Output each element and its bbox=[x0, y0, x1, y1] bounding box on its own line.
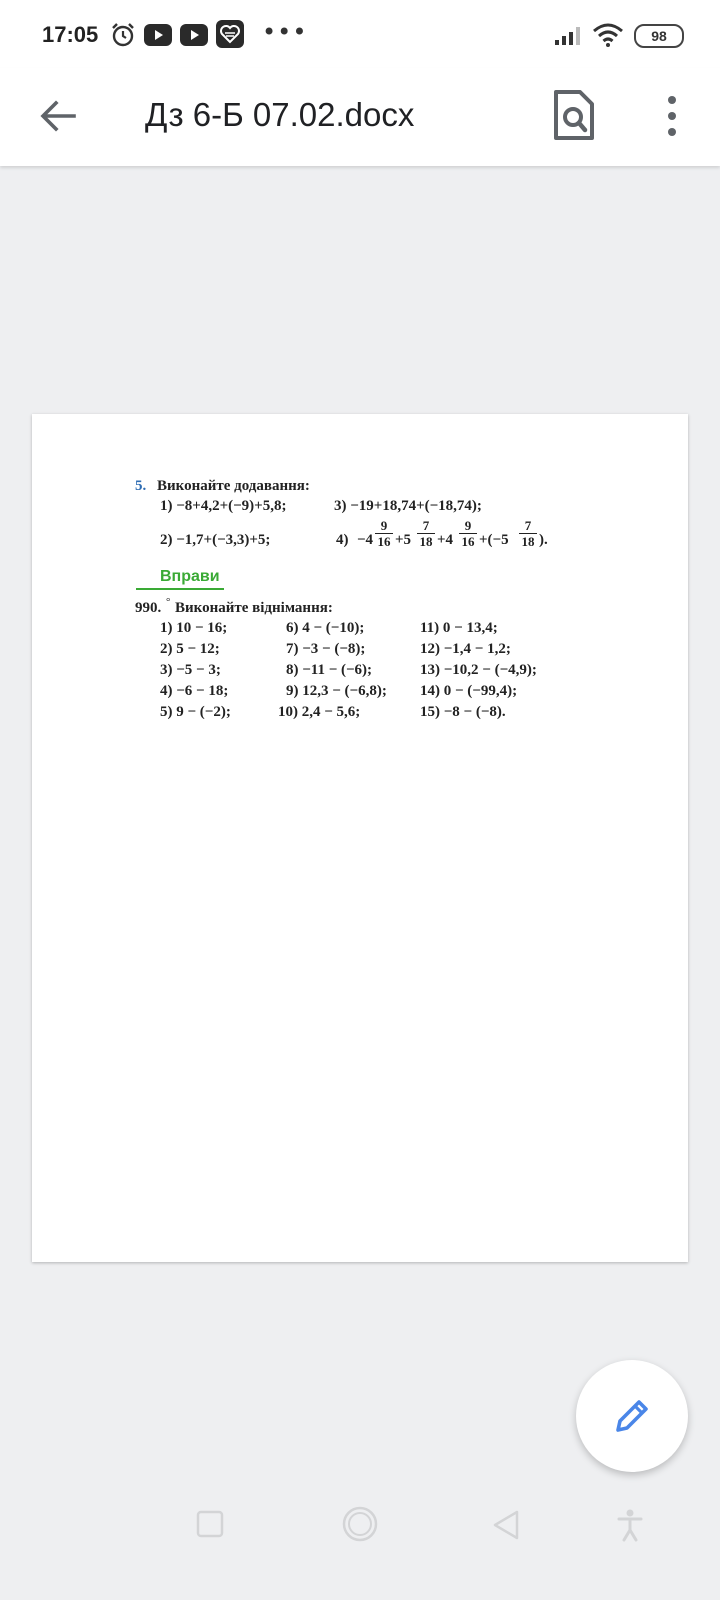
exercise-item: 2) 5 − 12; bbox=[160, 641, 220, 657]
fraction-numerator: 7 bbox=[417, 518, 435, 534]
app-icon bbox=[216, 20, 244, 48]
fraction bbox=[459, 518, 477, 549]
exercise-item: 6) 4 − (−10); bbox=[286, 620, 365, 636]
task5-heading: Виконайте додавання: bbox=[157, 478, 310, 494]
expr-part: +4 bbox=[437, 532, 454, 548]
task5-item-4-label: 4) bbox=[336, 532, 349, 548]
task5-item-1: 1) −8+4,2+(−9)+5,8; bbox=[160, 498, 287, 514]
exercise-item: 10) 2,4 − 5,6; bbox=[278, 704, 361, 720]
task5-item-2: 2) −1,7+(−3,3)+5; bbox=[160, 532, 271, 548]
more-vert-icon[interactable] bbox=[656, 92, 688, 140]
triangle-back-icon[interactable] bbox=[492, 1510, 520, 1540]
alarm-icon bbox=[110, 22, 136, 48]
app-bar bbox=[0, 68, 720, 166]
status-bar bbox=[0, 0, 720, 68]
fraction bbox=[519, 518, 537, 549]
status-time: 17:05 bbox=[42, 22, 99, 47]
section-title: Вправи bbox=[160, 568, 220, 585]
fraction bbox=[417, 518, 435, 549]
fraction-numerator: 9 bbox=[375, 518, 393, 534]
fraction-denominator: 18 bbox=[521, 534, 535, 549]
back-arrow-icon[interactable] bbox=[34, 92, 82, 140]
task990-number: 990. bbox=[135, 600, 162, 616]
fraction-denominator: 16 bbox=[377, 534, 391, 549]
exercise-item: 1) 10 − 16; bbox=[160, 620, 228, 636]
task990-heading: Виконайте віднімання: bbox=[175, 600, 333, 616]
find-in-document-icon[interactable] bbox=[552, 90, 596, 140]
pencil-edit-icon bbox=[612, 1396, 652, 1436]
accessibility-icon[interactable] bbox=[616, 1508, 644, 1542]
exercise-item: 15) −8 − (−8). bbox=[420, 704, 506, 720]
document-page[interactable] bbox=[32, 414, 688, 1262]
youtube-icon bbox=[180, 24, 208, 46]
fraction bbox=[375, 518, 393, 549]
circle-home-icon[interactable] bbox=[341, 1505, 379, 1543]
task990-marker: ° bbox=[166, 596, 171, 608]
wifi-icon bbox=[592, 22, 624, 48]
expr-part: +5 bbox=[395, 532, 412, 548]
youtube-icon bbox=[144, 24, 172, 46]
exercise-item: 9) 12,3 − (−6,8); bbox=[286, 683, 387, 699]
exercise-item: 13) −10,2 − (−4,9); bbox=[420, 662, 537, 678]
document-title: Дз 6-Б 07.02.docx bbox=[145, 96, 415, 133]
expr-part: ). bbox=[539, 532, 548, 548]
exercise-item: 11) 0 − 13,4; bbox=[420, 620, 498, 636]
fraction-denominator: 18 bbox=[419, 534, 433, 549]
document-content bbox=[32, 414, 688, 1262]
exercise-item: 14) 0 − (−99,4); bbox=[420, 683, 518, 699]
exercise-item: 8) −11 − (−6); bbox=[286, 662, 373, 678]
expr-part: −4 bbox=[357, 532, 374, 548]
signal-icon bbox=[554, 24, 584, 46]
expr-part: +(−5 bbox=[479, 532, 509, 548]
edit-fab[interactable] bbox=[576, 1360, 688, 1472]
square-recents-icon[interactable] bbox=[196, 1510, 224, 1538]
task5-number: 5. bbox=[135, 478, 147, 494]
overflow-dots: ••• bbox=[262, 18, 308, 46]
fraction-denominator: 16 bbox=[461, 534, 475, 549]
exercise-item: 7) −3 − (−8); bbox=[286, 641, 366, 657]
task5-item-3: 3) −19+18,74+(−18,74); bbox=[334, 498, 482, 514]
exercise-item: 3) −5 − 3; bbox=[160, 662, 221, 678]
fraction-numerator: 7 bbox=[519, 518, 537, 534]
exercise-item: 4) −6 − 18; bbox=[160, 683, 229, 699]
exercise-item: 12) −1,4 − 1,2; bbox=[420, 641, 511, 657]
section-underline bbox=[136, 588, 224, 590]
fraction-numerator: 9 bbox=[459, 518, 477, 534]
exercise-item: 5) 9 − (−2); bbox=[160, 704, 231, 720]
battery-indicator: 98 bbox=[634, 24, 684, 48]
navigation-bar bbox=[0, 1510, 720, 1600]
